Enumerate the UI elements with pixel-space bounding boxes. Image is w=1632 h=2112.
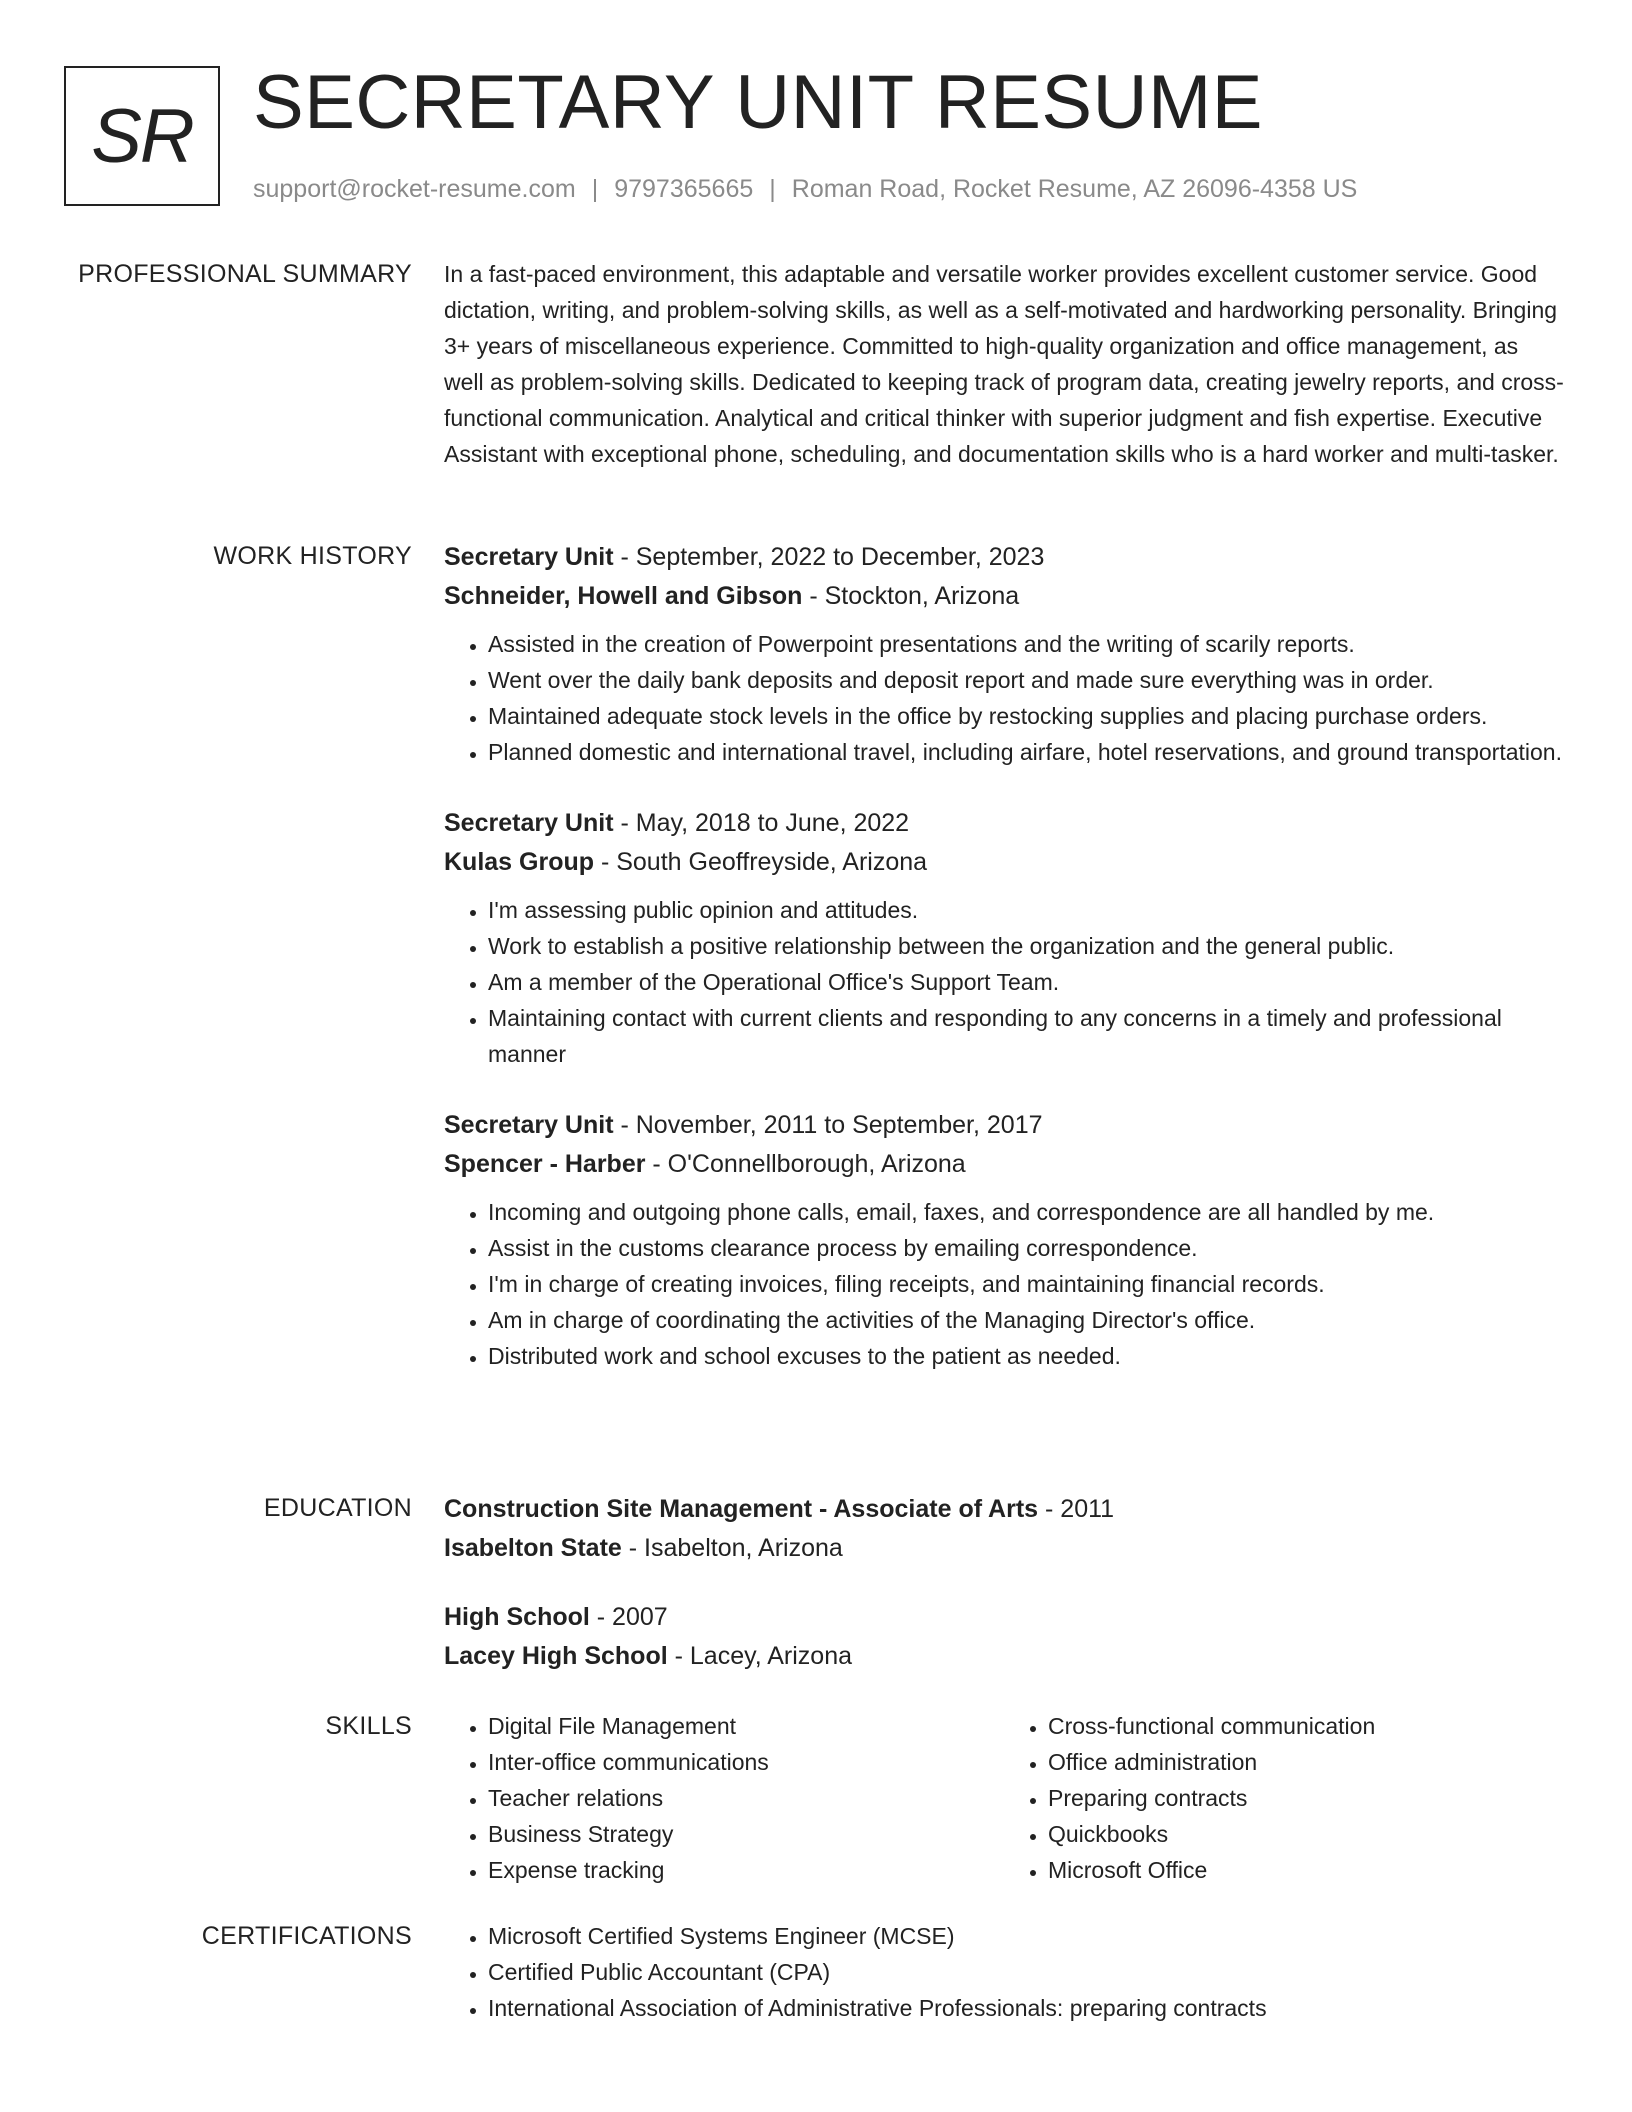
certifications-list xyxy=(444,1918,1564,2026)
job-company-line xyxy=(444,1145,1564,1184)
list-item: • Preparing contracts xyxy=(1048,1780,1564,1816)
job-dates: - September, 2022 to December, 2023 xyxy=(613,543,1045,571)
job-title-line xyxy=(444,538,1564,577)
job-company-line xyxy=(444,843,1564,882)
education-location: - Lacey, Arizona xyxy=(667,1642,853,1670)
list-item: • Am a member of the Operational Office's Support Team. xyxy=(488,964,1564,1000)
list-item: • Quickbooks xyxy=(1048,1816,1564,1852)
skills-columns xyxy=(444,1708,1564,1888)
skills-list-right xyxy=(1004,1708,1564,1888)
resume-title: SECRETARY UNIT RESUME xyxy=(253,60,1263,145)
contact-separator: | xyxy=(769,175,776,203)
contact-line xyxy=(253,174,1357,204)
list-item: • Certified Public Accountant (CPA) xyxy=(488,1954,1564,1990)
education-year: - 2011 xyxy=(1038,1495,1115,1523)
job-entry xyxy=(444,538,1564,770)
job-company: Schneider, Howell and Gibson xyxy=(444,582,803,610)
list-item: • Microsoft Office xyxy=(1048,1852,1564,1888)
education-school: Lacey High School xyxy=(444,1642,668,1670)
job-title: Secretary Unit xyxy=(444,1111,614,1139)
job-bullets xyxy=(444,626,1564,770)
job-bullets xyxy=(444,1194,1564,1374)
list-item: • Assisted in the creation of Powerpoint presentations and the writing of scarily reports. xyxy=(488,626,1564,662)
list-item: • I'm in charge of creating invoices, filing receipts, and maintaining financial records. xyxy=(488,1266,1564,1302)
education-school-line xyxy=(444,1637,1564,1676)
list-item: • Teacher relations xyxy=(488,1780,1004,1816)
job-title-line xyxy=(444,804,1564,843)
list-item: • Office administration xyxy=(1048,1744,1564,1780)
list-item: • International Association of Administrative Professionals: preparing contracts xyxy=(488,1990,1564,2026)
section-label-summary: PROFESSIONAL SUMMARY xyxy=(78,260,412,288)
job-location: - South Geoffreyside, Arizona xyxy=(594,848,928,876)
list-item: • Maintained adequate stock levels in the office by restocking supplies and placing purchase orders. xyxy=(488,698,1564,734)
section-label-certifications: CERTIFICATIONS xyxy=(201,1922,412,1950)
section-label-work-history: WORK HISTORY xyxy=(213,542,412,570)
contact-phone[interactable]: 9797365665 xyxy=(614,175,754,203)
education-location: - Isabelton, Arizona xyxy=(621,1534,843,1562)
job-title: Secretary Unit xyxy=(444,543,614,571)
education-entry xyxy=(444,1598,1564,1676)
contact-address: Roman Road, Rocket Resume, AZ 26096-4358 US xyxy=(791,175,1358,203)
job-title: Secretary Unit xyxy=(444,809,614,837)
section-label-skills: SKILLS xyxy=(325,1712,412,1740)
education-degree-line xyxy=(444,1490,1564,1529)
job-entry xyxy=(444,1106,1564,1374)
education-school-line xyxy=(444,1529,1564,1568)
education-school: Isabelton State xyxy=(444,1534,622,1562)
list-item: • Digital File Management xyxy=(488,1708,1004,1744)
job-location: - O'Connellborough, Arizona xyxy=(645,1150,966,1178)
job-company: Spencer - Harber xyxy=(444,1150,646,1178)
job-company-line xyxy=(444,577,1564,616)
monogram: SR xyxy=(64,66,220,206)
list-item: • Am in charge of coordinating the activities of the Managing Director's office. xyxy=(488,1302,1564,1338)
list-item: • Business Strategy xyxy=(488,1816,1004,1852)
list-item: • Went over the daily bank deposits and deposit report and made sure everything was in order. xyxy=(488,662,1564,698)
job-location: - Stockton, Arizona xyxy=(802,582,1020,610)
contact-separator: | xyxy=(591,175,599,203)
list-item: • Expense tracking xyxy=(488,1852,1004,1888)
job-dates: - May, 2018 to June, 2022 xyxy=(613,809,910,837)
list-item: • Work to establish a positive relationship between the organization and the general public. xyxy=(488,928,1564,964)
job-dates: - November, 2011 to September, 2017 xyxy=(613,1111,1043,1139)
list-item: • Assist in the customs clearance process by emailing correspondence. xyxy=(488,1230,1564,1266)
list-item: • Microsoft Certified Systems Engineer (MCSE) xyxy=(488,1918,1564,1954)
section-label-education: EDUCATION xyxy=(263,1494,412,1522)
education-degree-line xyxy=(444,1598,1564,1637)
list-item: • Distributed work and school excuses to the patient as needed. xyxy=(488,1338,1564,1374)
list-item: • Cross-functional communication xyxy=(1048,1708,1564,1744)
job-title-line xyxy=(444,1106,1564,1145)
education-degree: High School xyxy=(444,1603,590,1631)
job-bullets xyxy=(444,892,1564,1072)
skills-list-left xyxy=(444,1708,1004,1888)
education-year: - 2007 xyxy=(589,1603,668,1631)
list-item: • Maintaining contact with current clients and responding to any concerns in a timely and professional manner xyxy=(488,1000,1564,1072)
job-entry xyxy=(444,804,1564,1072)
list-item: • Inter-office communications xyxy=(488,1744,1004,1780)
education-entry xyxy=(444,1490,1564,1568)
education-degree: Construction Site Management - Associate of Arts xyxy=(444,1495,1039,1523)
list-item: • Incoming and outgoing phone calls, email, faxes, and correspondence are all handled by me. xyxy=(488,1194,1564,1230)
list-item: • I'm assessing public opinion and attitudes. xyxy=(488,892,1564,928)
list-item: • Planned domestic and international travel, including airfare, hotel reservations, and ground transportation. xyxy=(488,734,1564,770)
job-company: Kulas Group xyxy=(444,848,595,876)
contact-email[interactable]: support@rocket-resume.com xyxy=(253,175,576,203)
summary-text: In a fast-paced environment, this adaptable and versatile worker provides excellent customer service. Good dictation, writing, and problem-solving skills, as well as a self-motivated and hardworking personality. Bringing 3+ years of miscellaneous experience. Committed to high-quality organization and office management, as well as problem-solving skills. Dedicated to keeping track of program data, creating jewelry reports, and cross-functional communication. Analytical and critical thinker with superior judgment and fish expertise. Executive Assistant with exceptional phone, scheduling, and documentation skills who is a hard worker and multi-tasker. xyxy=(444,261,1564,467)
